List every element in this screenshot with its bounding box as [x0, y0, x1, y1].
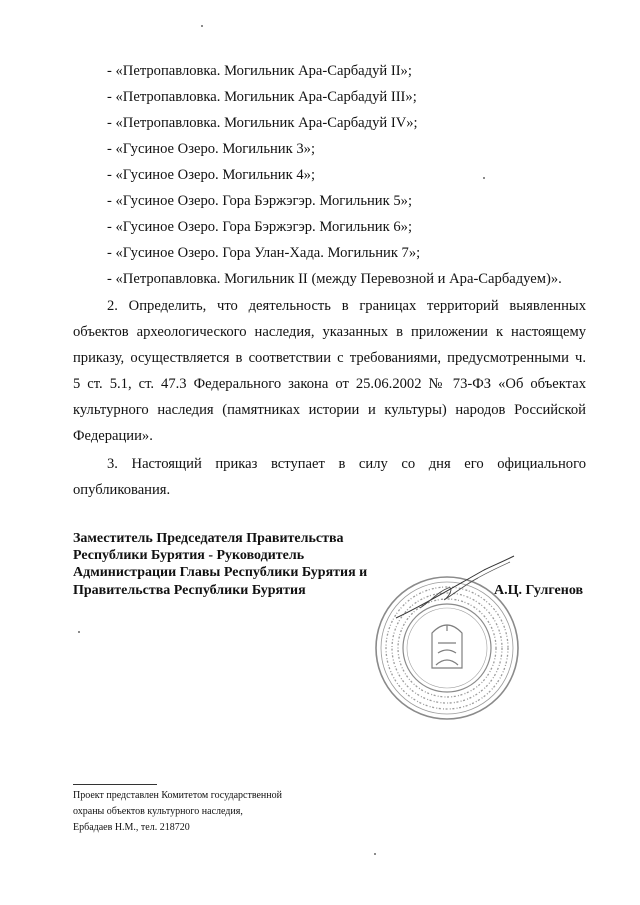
list-item: - «Петропавловка. Могильник Ара-Сарбадуй II»; [107, 63, 412, 79]
paragraph-2-line: культурного наследия (памятниках истории и культуры) народов Российской [73, 402, 586, 418]
paragraph-2-line: приказу, осуществляется в соответствии с требованиями, предусмотренными ч. [73, 350, 586, 366]
paragraph-3-line: опубликования. [73, 482, 171, 498]
scan-speck [201, 25, 203, 27]
paragraph-3-line: 3. Настоящий приказ вступает в силу со дня его официального [107, 456, 586, 472]
footnote-line: Ербадаев Н.М., тел. 218720 [73, 822, 190, 833]
signer-title-line: Заместитель Председателя Правительства [73, 531, 344, 546]
list-item: - «Петропавловка. Могильник II (между Перевозной и Ара-Сарбадуем)». [107, 271, 562, 287]
list-item: - «Гусиное Озеро. Могильник 4»; [107, 167, 316, 183]
footnote-line: охраны объектов культурного наследия, [73, 806, 243, 817]
list-item: - «Гусиное Озеро. Гора Бэржэгэр. Могильник 5»; [107, 193, 413, 209]
paragraph-2-line: 2. Определить, что деятельность в границах территорий выявленных [107, 298, 586, 314]
list-item: - «Петропавловка. Могильник Ара-Сарбадуй IV»; [107, 115, 418, 131]
signer-title-line: Правительства Республики Бурятия [73, 583, 306, 598]
paragraph-2-line: объектов археологического наследия, указанных в приложении к настоящему [73, 324, 586, 340]
signer-title-line: Администрации Главы Республики Бурятия и [73, 565, 368, 580]
scan-speck [374, 853, 376, 855]
scan-speck [78, 631, 80, 633]
paragraph-2-line: 5 ст. 5.1, ст. 47.3 Федерального закона от 25.06.2002 № 73-ФЗ «Об объектах [73, 376, 586, 392]
list-item: - «Гусиное Озеро. Гора Улан-Хада. Могильник 7»; [107, 245, 421, 261]
list-item: - «Петропавловка. Могильник Ара-Сарбадуй III»; [107, 89, 417, 105]
list-item: - «Гусиное Озеро. Гора Бэржэгэр. Могильник 6»; [107, 219, 413, 235]
list-item: - «Гусиное Озеро. Могильник 3»; [107, 141, 316, 157]
paragraph-2-line: Федерации». [73, 428, 153, 444]
scan-speck [483, 177, 485, 179]
signer-name: А.Ц. Гулгенов [494, 583, 584, 598]
footnote-line: Проект представлен Комитетом государственной [73, 790, 282, 801]
footnote-divider [73, 784, 157, 785]
signer-title-line: Республики Бурятия - Руководитель [73, 548, 305, 563]
